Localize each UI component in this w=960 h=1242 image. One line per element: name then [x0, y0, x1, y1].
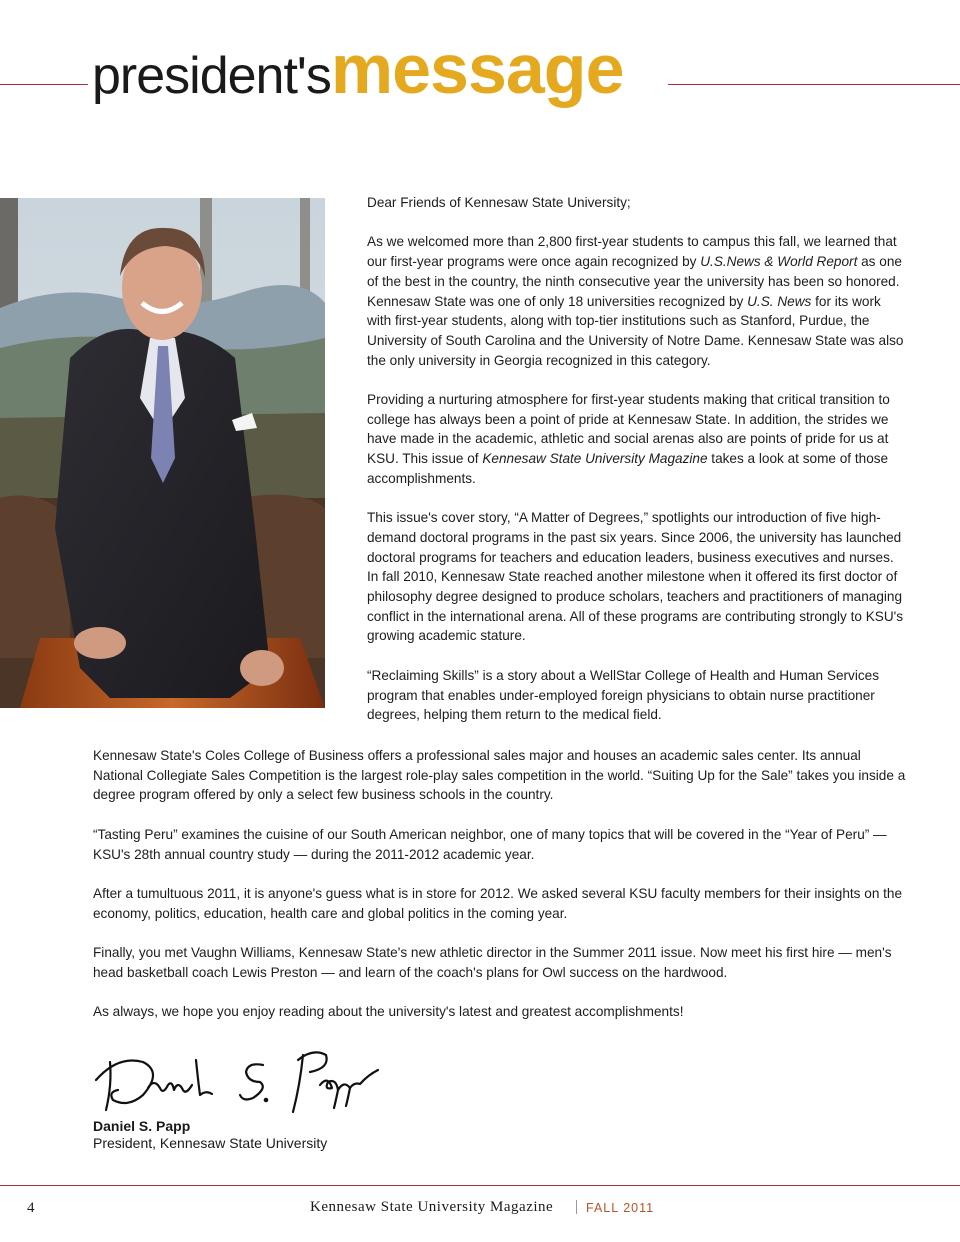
- footer-divider: [576, 1200, 577, 1214]
- header-rule-left: [0, 84, 88, 85]
- paragraph-1: [367, 232, 907, 370]
- paragraph-3: This issue's cover story, “A Matter of Degrees,” spotlights our introduction of five high-demand doctoral programs in the past six years. Since 2006, the university has launched doctoral programs for teachers and education leaders, business executives and nurses. In fall 2010, Kennesaw State reached another milestone when it offered its first doctor of philosophy degree designed to produce scholars, teachers and practitioners of managing conflict in the international arena. All of these programs are contributing strongly to KSU's growing academic stature.: [367, 510, 904, 644]
- text-run: for its work with first-year students, along with top-tier institutions such as Stanford, Purdue, the University of South Carolina and the University of Notre Dame. Kennesaw State was also the only university in Georgia recognized in this category.: [367, 293, 904, 368]
- paragraph-6: “Tasting Peru” examines the cuisine of our South American neighbor, one of many topics that will be covered in the “Year of Peru” — KSU's 28th annual country study — during the 2011-2012 academic year.: [93, 826, 887, 862]
- handwritten-signature: [88, 1040, 388, 1120]
- paragraph-2: [367, 390, 907, 489]
- paragraph-5: Kennesaw State's Coles College of Business offers a professional sales major and houses an academic sales center. Its annual National Collegiate Sales Competition is the largest role-play sales competition in the world. “Suiting Up for the Sale” takes you inside a degree program offered by only a select few business schools in the country.: [93, 748, 906, 803]
- paragraph-7: After a tumultuous 2011, it is anyone's guess what is in store for 2012. We asked several KSU faculty members for their insights on the economy, politics, education, health care and global politics in the coming year.: [93, 885, 903, 921]
- page-title: [92, 30, 624, 108]
- page-number: 4: [27, 1200, 35, 1216]
- footer-rule: [0, 1185, 960, 1186]
- signatory-name: Daniel S. Papp: [93, 1118, 191, 1134]
- publication-title: Kennesaw State University Magazine: [482, 451, 708, 467]
- paragraph-4: “Reclaiming Skills” is a story about a WellStar College of Health and Human Services program that enables under-employed foreign physicians to obtain nurse practitioner degrees, helping them return to the medical field.: [367, 667, 879, 723]
- page-title-part2: message: [330, 30, 624, 108]
- publication-title: U.S. News: [747, 293, 812, 309]
- issue-label: FALL 2011: [586, 1201, 655, 1215]
- letter-column-full: [93, 746, 913, 1041]
- page-title-part1: president's: [92, 47, 331, 105]
- header-rule-right: [668, 84, 960, 85]
- text-run: As we welcomed more than 2,800 first-year students to campus this fall, we learned that our first-year programs were once again recognized by: [367, 234, 897, 270]
- magazine-name: Kennesaw State University Magazine: [310, 1199, 554, 1215]
- president-photo: [0, 198, 325, 708]
- letter-column-right: [367, 193, 907, 745]
- salutation: Dear Friends of Kennesaw State University;: [367, 195, 631, 210]
- signatory-title: President, Kennesaw State University: [93, 1135, 328, 1151]
- paragraph-8: Finally, you met Vaughn Williams, Kennesaw State's new athletic director in the Summer 2011 issue. Now meet his first hire — men's head basketball coach Lewis Preston — and learn of the coach's plans for Owl success on the hardwood.: [93, 944, 892, 980]
- text-run: takes a look at some of those accomplishments.: [367, 451, 889, 486]
- text-run: Providing a nurturing atmosphere for first-year students making that critical transition to college has always been a point of pride at Kennesaw State. In addition, the strides we have made in the academic, athletic and social arenas also are points of pride for us at KSU. This issue of: [367, 392, 890, 467]
- paragraph-9: As always, we hope you enjoy reading about the university's latest and greatest accomplishments!: [93, 1004, 684, 1020]
- publication-title: U.S.News & World Report: [700, 254, 858, 270]
- text-run: as one of the best in the country, the ninth consecutive year the university has been so honored. Kennesaw State was one of only 18 universities recognized by: [367, 254, 902, 309]
